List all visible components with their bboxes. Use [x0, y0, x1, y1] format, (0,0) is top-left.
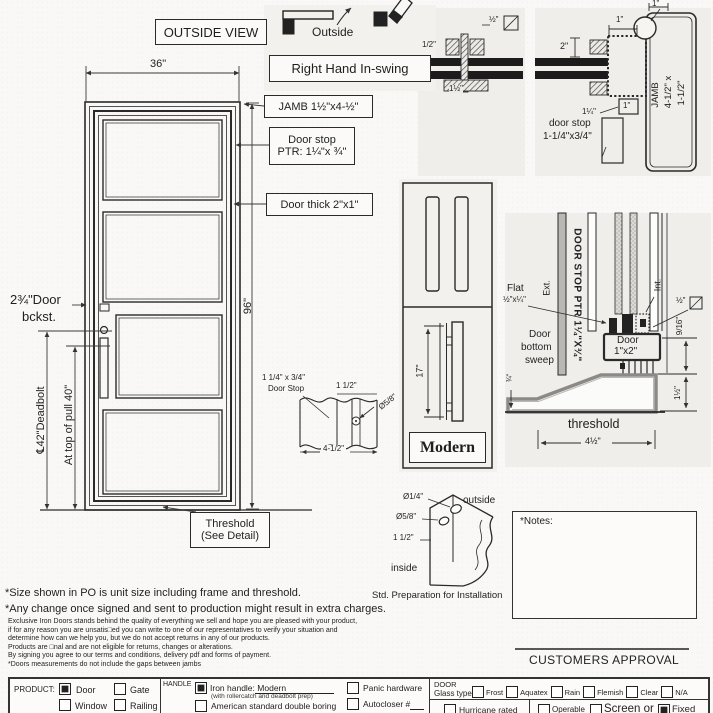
checkbox-clear[interactable] — [626, 686, 638, 698]
detail-b-jamb-1: JAMB — [650, 82, 662, 108]
jamb-callout: JAMB 1½"x4-½" — [264, 95, 373, 118]
fixed-option: Fixed — [672, 704, 696, 713]
glass-option-rain: Rain — [551, 686, 580, 698]
sweep-label-3: sweep — [525, 355, 554, 366]
checkbox-autocloser[interactable] — [347, 698, 359, 710]
swing-type-label: Right Hand In-swing — [269, 55, 431, 82]
product-option-railing: Railing — [130, 701, 158, 711]
customers-approval-title: CUSTOMERS APPROVAL — [529, 653, 680, 667]
detail-b-jamb-3: 1-1/2" — [676, 80, 688, 106]
sweep-label-2: bottom — [521, 342, 552, 353]
checkbox-aquatex[interactable] — [506, 686, 518, 698]
threshold-name: threshold — [568, 417, 620, 431]
swing-outside-label: Outside — [312, 25, 354, 39]
detail-b-two: 2" — [560, 41, 569, 51]
detail-b-one-top: 1" — [652, 0, 660, 8]
door-height-dim: 96" — [242, 297, 255, 315]
std-prep-drawing — [420, 495, 496, 586]
threshold-callout: Threshold (See Detail) — [190, 512, 270, 548]
screen-or-option: Screen or — [604, 703, 654, 713]
door-stop-ptr-label: DOOR STOP PTR 1¼"X¾" — [571, 228, 583, 362]
disclaimer-small-5: By signing you agree to our terms and conditions, delivery pdf and forms of payment. — [8, 652, 272, 659]
checkbox-door[interactable] — [59, 683, 71, 695]
stop-detail-total: 4-1/2" — [323, 444, 345, 453]
iron-handle-value[interactable]: Modern — [255, 683, 334, 694]
backset-label-line1: 2¾"Door — [10, 292, 61, 307]
checkbox-na[interactable] — [661, 686, 673, 698]
detail-a-half-left: 1/2" — [422, 40, 436, 49]
stop-detail-size: 1 1/4" x 3/4" — [262, 373, 306, 382]
door-width-dim: 36" — [150, 58, 167, 70]
panic-hardware-option: Panic hardware — [363, 683, 423, 693]
glass-option-flemish: Flemish — [583, 686, 623, 698]
glass-type-label: Glass type — [434, 689, 472, 698]
detail-b-one-box: 1" — [623, 101, 631, 110]
glass-options-row — [472, 686, 688, 698]
disclaimer-small-1: Exclusive Iron Doors stands behind the quality of everything we sell and hope you are pleased with your product, — [8, 618, 358, 625]
detail-a-bottom-dim: 1½" — [449, 84, 463, 93]
prep-inside-label: inside — [391, 563, 418, 574]
checkbox-panic-hardware[interactable] — [347, 682, 359, 694]
form-divider-2 — [429, 679, 430, 713]
autocloser-option: Autocloser # — [363, 699, 424, 709]
disclaimer-small-3: determine how can we help you, but we do not accept returns in any of our products. — [8, 635, 270, 642]
order-form — [8, 677, 710, 713]
detail-a-half-top: ½" — [489, 15, 499, 24]
product-option-window: Window — [75, 701, 108, 711]
deadbolt-dim: ℄42"Deadbolt — [35, 386, 48, 454]
disclaimer-small-4: Products are □nal and are not eligible for returns, changes or alterations. — [8, 643, 233, 651]
iron-handle-option — [210, 683, 334, 693]
stop-detail-dia: Ø5/8" — [376, 391, 399, 412]
american-boring-option: American standard double boring — [211, 701, 337, 711]
stop-detail-name: Door Stop — [268, 384, 305, 393]
exterior-label: Ext. — [541, 280, 552, 296]
prep-dia-14: Ø1/4" — [403, 492, 424, 501]
iron-handle-text: Iron handle: — [210, 683, 255, 693]
handle-height-dim: 17" — [414, 364, 425, 378]
prep-dia-58: Ø5/8" — [396, 512, 417, 521]
door-thick-callout: Door thick 2"x1" — [266, 193, 373, 216]
checkbox-american-boring[interactable] — [195, 700, 207, 712]
autocloser-blank[interactable] — [410, 699, 424, 710]
product-option-gate: Gate — [130, 685, 150, 695]
flat-label: Flat — [507, 283, 524, 294]
detail-b-jamb-2: 4-1/2" x — [663, 75, 675, 109]
glass-option-clear: Clear — [626, 686, 658, 698]
disclaimer-line-1: *Size shown in PO is unit size including frame and threshold. — [5, 587, 301, 599]
notes-box[interactable] — [512, 511, 697, 619]
iron-handle-subtext: (with rollercatch and deadbolt prep) — [211, 693, 313, 700]
stop-detail-width: 1 1/2" — [336, 381, 357, 390]
handle-style-label: Modern — [409, 432, 486, 463]
sweep-gap-dim: ¾" — [506, 373, 514, 383]
outside-view-title: OUTSIDE VIEW — [155, 19, 267, 45]
product-option-door: Door — [76, 685, 96, 695]
detail-b-door-stop-1: door stop — [549, 118, 591, 129]
checkbox-operable[interactable] — [538, 704, 550, 713]
form-divider-1 — [160, 679, 161, 713]
door-box-label-1: Door — [617, 335, 639, 346]
pull-height-dim: At top of pull 40" — [63, 384, 76, 466]
checkbox-window[interactable] — [59, 699, 71, 711]
flat-size-label: ½"x¼" — [503, 295, 527, 304]
operable-option: Operable — [552, 705, 585, 713]
door-box-label-2: 1"x2" — [614, 346, 638, 357]
checkbox-gate[interactable] — [114, 683, 126, 695]
handle-label: HANDLE — [163, 681, 192, 688]
form-divider-3 — [429, 699, 708, 700]
prep-dim-112: 1 1/2" — [393, 533, 414, 542]
sweep-label-1: Door — [529, 329, 551, 340]
checkbox-hurricane[interactable] — [444, 704, 456, 713]
checkbox-screen[interactable] — [590, 704, 602, 713]
disclaimer-line-2: *Any change once signed and sent to production might result in extra charges. — [5, 603, 386, 615]
disclaimer-small-2: if for any reason you are unsatis□ed you can write to one of our representatives to verify your situation and — [8, 626, 338, 634]
checkbox-fixed[interactable] — [658, 704, 670, 713]
checkbox-flemish[interactable] — [583, 686, 595, 698]
prep-outside-label: outside — [463, 495, 496, 506]
glass-option-aquatex: Aquatex — [506, 686, 548, 698]
disclaimer-small-6: *Doors measurements do not include the gaps between jambs — [8, 660, 201, 668]
backset-label-line2: bckst. — [22, 309, 56, 324]
checkbox-rain[interactable] — [551, 686, 563, 698]
dim-916: 9/16" — [674, 316, 684, 336]
detail-b-door-stop-2: 1-1/4"x3/4" — [543, 131, 592, 142]
door-section-label: DOOR — [434, 680, 457, 689]
glass-option-na: N/A — [661, 686, 688, 698]
dim-1half: 1½" — [672, 386, 682, 400]
hurricane-option: Hurricane rated — [459, 705, 518, 713]
threshold-half-label: ½" — [676, 296, 686, 305]
detail-b-one-quarter: 1¼" — [582, 107, 596, 116]
form-divider-4 — [529, 699, 530, 713]
threshold-width-dim: 4½" — [585, 436, 601, 446]
glass-option-frost: Frost — [472, 686, 503, 698]
checkbox-railing[interactable] — [114, 699, 126, 711]
notes-title: *Notes: — [520, 516, 553, 527]
checkbox-iron-handle[interactable] — [195, 682, 207, 694]
door-stop-callout: Door stop PTR: 1¼"x ¾" — [269, 127, 355, 165]
checkbox-frost[interactable] — [472, 686, 484, 698]
product-label: PRODUCT: — [14, 685, 55, 694]
interior-label: Int. — [652, 278, 663, 292]
detail-b-one-mid: 1" — [616, 15, 624, 24]
prep-caption: Std. Preparation for Installation — [372, 590, 503, 601]
